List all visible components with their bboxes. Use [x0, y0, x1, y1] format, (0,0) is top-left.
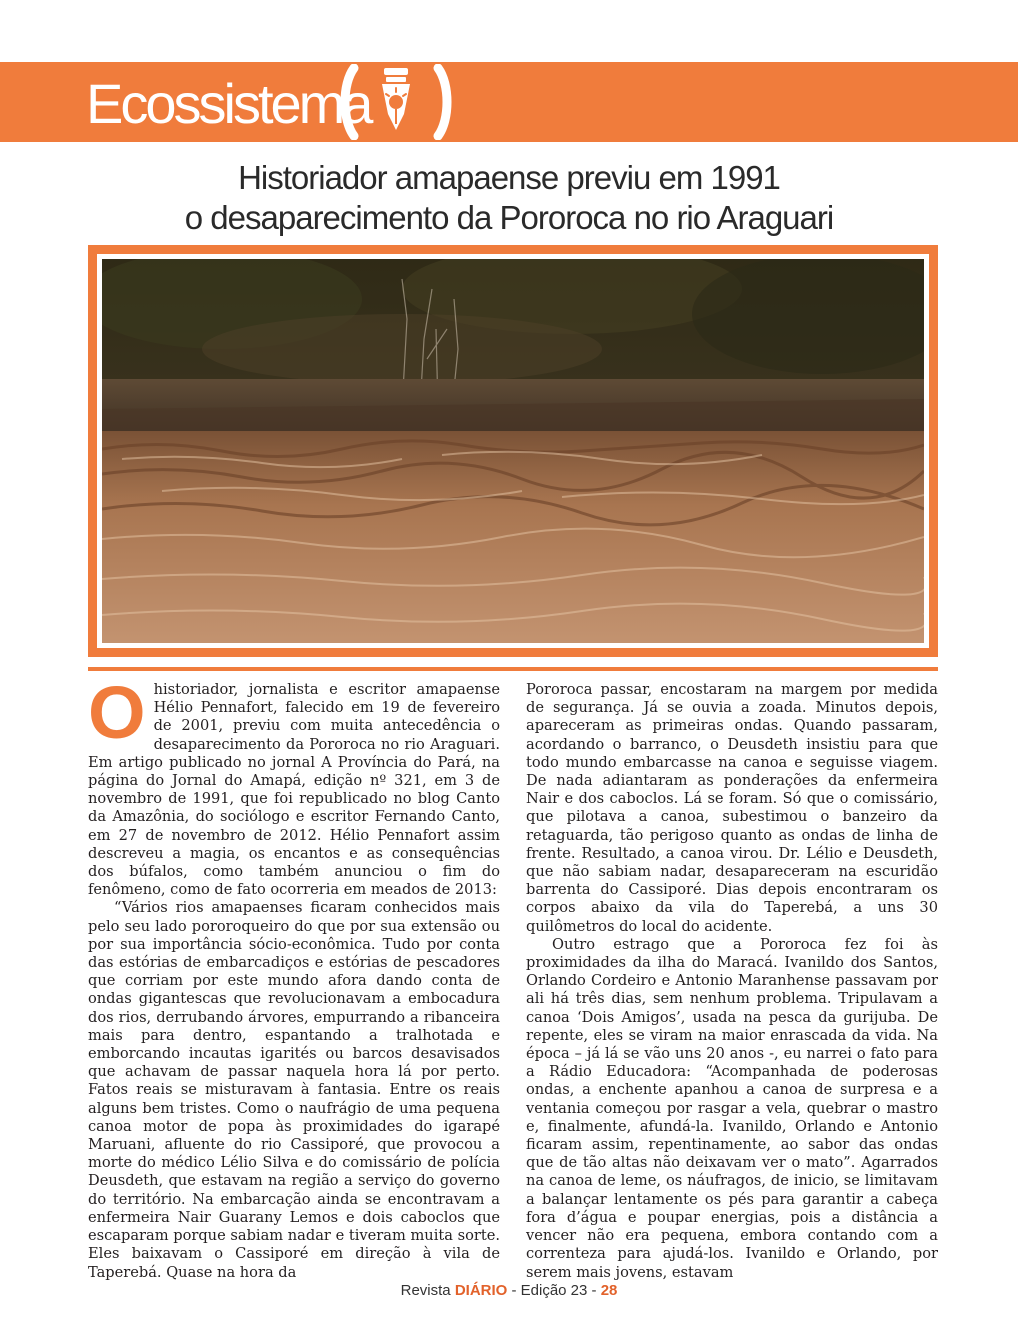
paragraph: Pororoca passar, encostaram na margem por medida de segurança. Já se ouvia a zoada. Minutos depois, apareceram as primeiras ondas. Quando passaram, acordando o barranco, o Deusdeth insistiu para que todo mundo embarcasse na canoa e seguisse viagem. De nada adiantaram as ponderações da enfermeira Nair e dos caboclos. Lá se foram. Só que o comissário, que pilotava a canoa, subestimou o banzeiro da retaguarda, tão perigoso quanto as ondas de linha de frente. Resultado, a canoa virou. Dr. Lélio e Deusdeth, que não sabiam nadar, desapareceram na escuridão barrenta do Cassiporé. Dias depois encontraram os corpos abaixo da vila do Taperebá, a uns 30 quilômetros do local do acidente.	[526, 681, 938, 935]
page-footer	[0, 1282, 1018, 1299]
divider-rule	[88, 667, 938, 671]
headline-line-1: Historiador amapaense previu em 1991	[238, 159, 780, 196]
footer-edition: - Edição 23 -	[511, 1282, 597, 1299]
section-title: Ecossistema	[86, 72, 371, 135]
paragraph	[88, 671, 500, 899]
article-column-right	[526, 681, 938, 1282]
paragraph-text: historiador, jornalista e escritor amapaense Hélio Pennafort, falecido em 19 de fevereiro de 2001, previu com muita antecedência o desaparecimento da Pororoca no rio Araguari. Em artigo publicado no jornal A Província do Pará, na página do Jornal do Amapá, edição nº 321, em 3 de novembro de 1991, que foi republicado no blog Canto da Amazônia, do sociólogo e escritor Fernando Canto, em 27 de novembro de 2012. Hélio Pennafort assim descreveu a magia, os encantos e as consequências dos búfalos, como também anunciou o fim do fenômeno, como de fato ocorreria em meados de 2013:	[88, 681, 500, 899]
drop-cap: O	[88, 671, 146, 754]
article-column-left	[88, 671, 500, 1282]
river-tidal-bore-photo	[102, 259, 924, 643]
paragraph: Outro estrago que a Pororoca fez foi às proximidades da ilha do Maracá. Ivanildo dos Santos, Orlando Cordeiro e Antonio Maranhense passavam por ali há três dias, sem nenhum problema. Tripulavam a canoa ‘Dois Amigos’, usada na pesca da gurijuba. De repente, eles se viram na maior enrascada da vida. Na época – já lá se vão uns 20 anos -, eu narrei o fato para a Rádio Educadora: “Acompanhada de poderosas ondas, a enchente apanhou a canoa de surpresa e a ventania começou por rasgar a vela, quebrar o mastro e, finalmente, afundá-la. Ivanildo, Orlando e Antonio ficaram assim, repentinamente, ao sabor das ondas que de tão altas não deixavam ver o mato”. Agarrados na canoa de leme, os náufragos, de inicio, se limitavam a balançar lentamente os pés para garantir a cabeça fora d’água e poupar energias, pois a distância a vencer não era pequena, embora contando com a correnteza para ajudá-los. Ivanildo e Orlando, por serem mais jovens, estavam	[526, 935, 938, 1281]
article-headline	[0, 158, 1018, 238]
footer-prefix: Revista	[400, 1282, 451, 1299]
page-number: 28	[600, 1282, 618, 1299]
photo-mat	[97, 254, 929, 648]
headline-line-2: o desaparecimento da Pororoca no rio Araguari	[184, 199, 834, 236]
photo-frame	[88, 245, 938, 657]
footer-brand: DIÁRIO	[454, 1282, 508, 1299]
fountain-pen-nib-icon	[340, 64, 452, 140]
paragraph: “Vários rios amapaenses ficaram conhecidos mais pelo seu lado pororoqueiro do que por sua extensão ou por sua importância sócio-econômica. Tudo por conta das estórias de embarcadiços e estórias de pescadores que corriam por este mundo afora dando conta de ondas gigantescas que revolucionavam a embocadura dos rios, derrubando árvores, empurrando a ribanceira mais para dentro, espantando a tralhotada e emborcando incautas igarités ou barcos desavisados que achavam de passar naquela hora lá por perto. Fatos reais se misturavam à fantasia. Entre os reais alguns bem tristes. Como o naufrágio de uma pequena canoa motor de popa às proximidades do igarapé Maruani, afluente do rio Cassiporé, que provocou a morte do médico Lélio Silva e do comissário de polícia Deusdeth, que estavam na região a serviço do governo do território. Na embarcação ainda se encontravam a enfermeira Nair Guarany Lemos e dois caboclos que escaparam porque sabiam nadar e tiveram muita sorte. Eles baixavam o Cassiporé em direção à vila de Taperebá. Quase na hora da	[88, 899, 500, 1281]
